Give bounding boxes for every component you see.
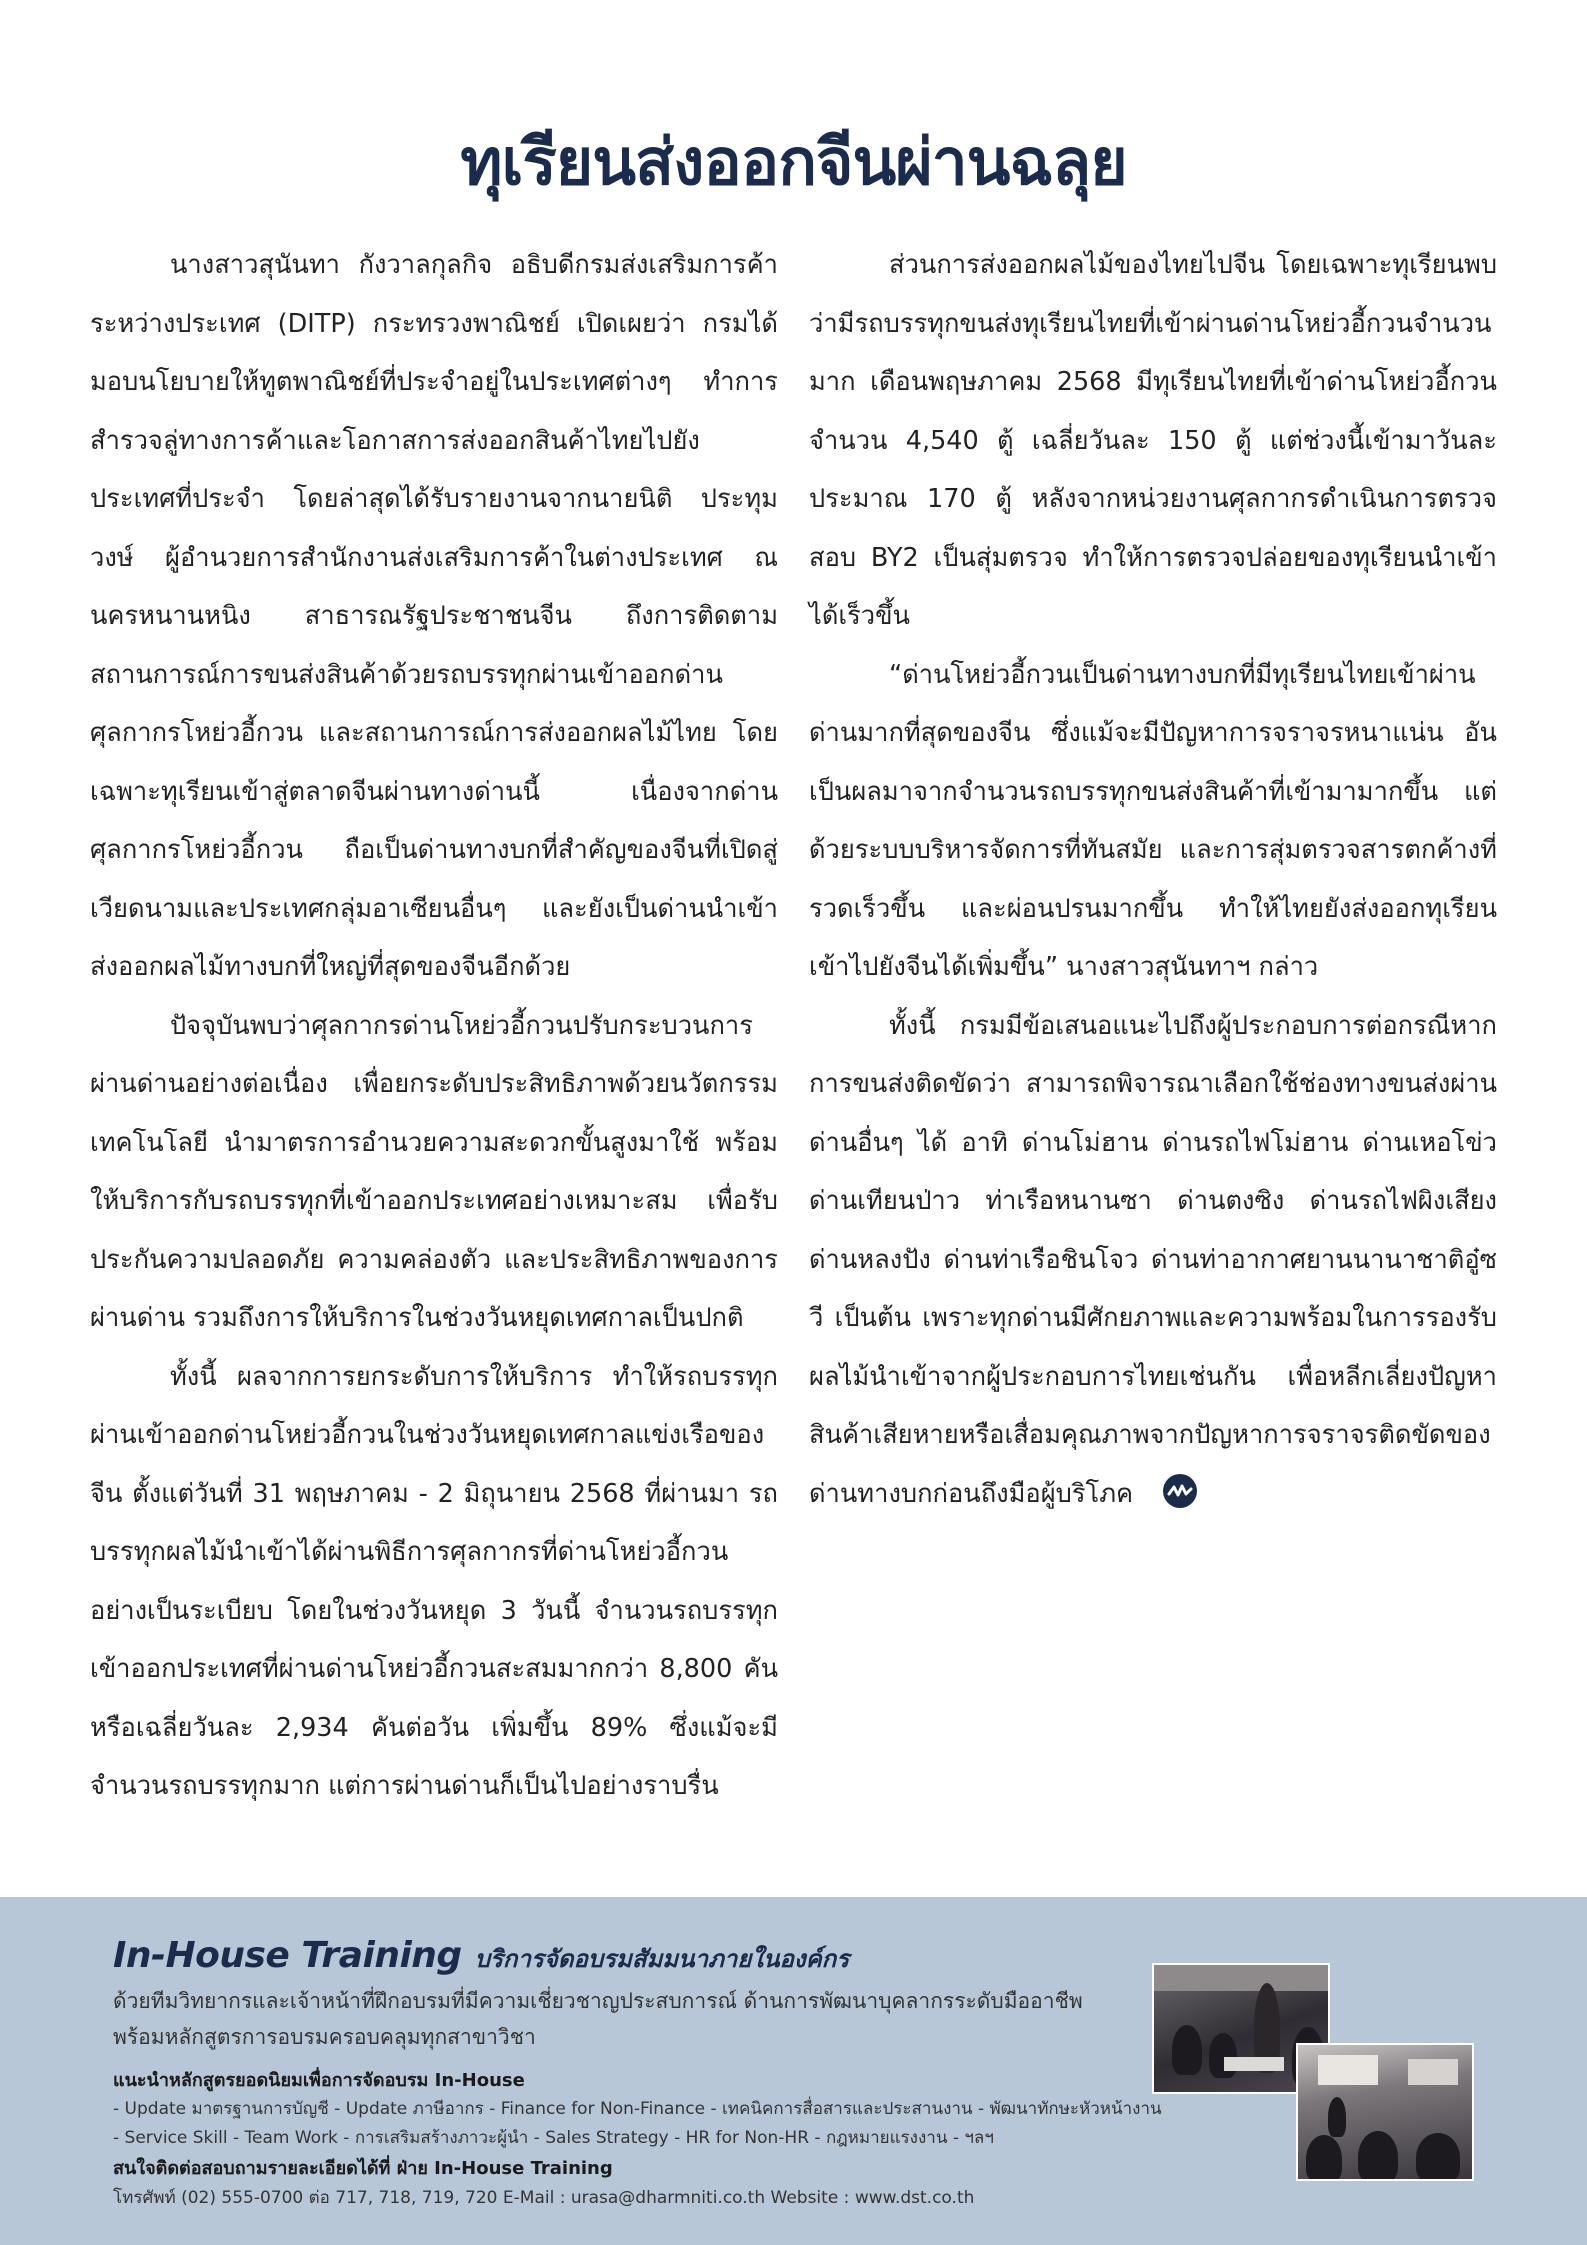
- article-paragraph: ปัจจุบันพบว่าศุลกากรด่านโหย่วอี้กวนปรับกระบวนการผ่านด่านอย่างต่อเนื่อง เพื่อยกระดับประสิทธิภาพด้วยนวัตกรรมเทคโนโลยี นำมาตรการอำนวยความสะดวกขั้นสูงมาใช้ พร้อมให้บริการกับรถบรรทุกที่เข้าออกประเทศอย่างเหมาะสม เพื่อรับประกันความปลอดภัย ความคล่องตัว และประสิทธิภาพของการผ่านด่าน รวมถึงการให้บริการในช่วงวันหยุดเทศกาลเป็นปกติ: [90, 1010, 778, 1333]
- ad-courses-line-2: - Service Skill - Team Work - การเสริมสร้างภาวะผู้นำ - Sales Strategy - HR for Non-HR - กฎหมายแรงงาน - ฯลฯ: [113, 2128, 994, 2148]
- article-title: ทุเรียนส่งออกจีนผ่านฉลุย: [460, 126, 1127, 200]
- wave-logo-icon: [1163, 1474, 1197, 1508]
- article-paragraph-text: ทั้งนี้ กรมมีข้อเสนอแนะไปถึงผู้ประกอบการต่อกรณีหากการขนส่งติดขัดว่า สามารถพิจารณาเลือกใช้ช่องทางขนส่งผ่านด่านอื่นๆ ได้ อาทิ ด่านโม่ฮาน ด่านรถไฟโม่ฮาน ด่านเหอโข่ว ด่านเทียนป่าว ท่าเรือหนานซา ด่านตงซิง ด่านรถไฟผิงเสียง ด่านหลงปัง ด่านท่าเรือชินโจว ด่านท่าอากาศยานนานาชาติอู๋ซวี เป็นต้น เพราะทุกด่านมีศักยภาพและความพร้อมในการรองรับผลไม้นำเข้าจากผู้ประกอบการไทยเช่นกัน เพื่อหลีกเลี่ยงปัญหาสินค้าเสียหายหรือเสื่อมคุณภาพจากปัญหาการจราจรติดขัดของด่านทางบกก่อนถึงมือผู้บริโภค: [809, 1010, 1497, 1509]
- ad-contact-heading: สนใจติดต่อสอบถามรายละเอียดได้ที่ ฝ่าย In-House Training: [113, 2158, 613, 2179]
- ad-contact-info: โทรศัพท์ (02) 555-0700 ต่อ 717, 718, 719, 720 E-Mail : urasa@dharmniti.co.th Website : www.dst.co.th: [113, 2188, 975, 2208]
- ad-heading: [113, 1935, 849, 1985]
- article-paragraph: ทั้งนี้ ผลจากการยกระดับการให้บริการ ทำให้รถบรรทุกผ่านเข้าออกด่านโหย่วอี้กวนในช่วงวันหยุดเทศกาลแข่งเรือของจีน ตั้งแต่วันที่ 31 พฤษภาคม - 2 มิถุนายน 2568 ที่ผ่านมา รถบรรทุกผลไม้นำเข้าได้ผ่านพิธีการศุลกากรที่ด่านโหย่วอี้กวนอย่างเป็นระเบียบ โดยในช่วงวันหยุด 3 วันนี้ จำนวนรถบรรทุกเข้าออกประเทศที่ผ่านด่านโหย่วอี้กวนสะสมมากกว่า 8,800 คัน หรือเฉลี่ยวันละ 2,934 คันต่อวัน เพิ่มขึ้น 89% ซึ่งแม้จะมีจำนวนรถบรรทุกมาก แต่การผ่านด่านก็เป็นไปอย่างราบรื่น: [90, 1361, 778, 1801]
- ad-courses-line-1: - Update มาตรฐานการบัญชี - Update ภาษีอากร - Finance for Non-Finance - เทคนิคการสื่อสารและประสานงาน - พัฒนาทักษะหัวหน้างาน: [113, 2099, 1162, 2119]
- ad-tagline: บริการจัดอบรมสัมมนาภายในองค์กร: [474, 1945, 850, 1973]
- ad-description-1: ด้วยทีมวิทยากรและเจ้าหน้าที่ฝึกอบรมที่มีความเชี่ยวชาญประสบการณ์ ด้านการพัฒนาบุคลากรระดับมืออาชีพ: [113, 1989, 1083, 2013]
- article-column-left: [90, 236, 778, 1816]
- ad-description-2: พร้อมหลักสูตรการอบรมครอบคลุมทุกสาขาวิชา: [113, 2025, 536, 2049]
- article-paragraph: นางสาวสุนันทา กังวาลกุลกิจ อธิบดีกรมส่งเสริมการค้าระหว่างประเทศ (DITP) กระทรวงพาณิชย์ เปิดเผยว่า กรมได้มอบนโยบายให้ทูตพาณิชย์ที่ประจำอยู่ในประเทศต่างๆ ทำการสำรวจลู่ทางการค้าและโอกาสการส่งออกสินค้าไทยไปยังประเทศที่ประจำ โดยล่าสุดได้รับรายงานจากนายนิติ ประทุมวงษ์ ผู้อำนวยการสำนักงานส่งเสริมการค้าในต่างประเทศ ณ นครหนานหนิง สาธารณรัฐประชาชนจีน ถึงการติดตามสถานการณ์การขนส่งสินค้าด้วยรถบรรทุกผ่านเข้าออกด่านศุลกากรโหย่วอี้กวน และสถานการณ์การส่งออกผลไม้ไทย โดยเฉพาะทุเรียนเข้าสู่ตลาดจีนผ่านทางด่านนี้ เนื่องจากด่านศุลกากรโหย่วอี้กวน ถือเป็นด่านทางบกที่สำคัญของจีนที่เปิดสู่เวียดนามและประเทศกลุ่มอาเซียนอื่นๆ และยังเป็นด่านนำเข้าส่งออกผลไม้ทางบกที่ใหญ่ที่สุดของจีนอีกด้วย: [90, 250, 778, 982]
- ad-brand: In-House Training: [113, 1935, 462, 1976]
- article-column-right: [809, 236, 1497, 1523]
- article-paragraph-last: [809, 997, 1497, 1524]
- training-photo-2: [1296, 2043, 1474, 2181]
- ad-courses-heading: แนะนำหลักสูตรยอดนิยมเพื่อการจัดอบรม In-House: [113, 2070, 525, 2091]
- article-paragraph: “ด่านโหย่วอี้กวนเป็นด่านทางบกที่มีทุเรียนไทยเข้าผ่านด่านมากที่สุดของจีน ซึ่งแม้จะมีปัญหาการจราจรหนาแน่น อันเป็นผลมาจากจำนวนรถบรรทุกขนส่งสินค้าที่เข้ามามากขึ้น แต่ด้วยระบบบริหารจัดการที่ทันสมัย และการสุ่มตรวจสารตกค้างที่รวดเร็วขึ้น และผ่อนปรนมากขึ้น ทำให้ไทยยังส่งออกทุเรียนเข้าไปยังจีนได้เพิ่มขึ้น” นางสาวสุนันทาฯ กล่าว: [809, 659, 1497, 982]
- article-paragraph: ส่วนการส่งออกผลไม้ของไทยไปจีน โดยเฉพาะทุเรียนพบว่ามีรถบรรทุกขนส่งทุเรียนไทยที่เข้าผ่านด่านโหย่วอี้กวนจำนวนมาก เดือนพฤษภาคม 2568 มีทุเรียนไทยที่เข้าด่านโหย่วอี้กวนจำนวน 4,540 ตู้ เฉลี่ยวันละ 150 ตู้ แต่ช่วงนี้เข้ามาวันละประมาณ 170 ตู้ หลังจากหน่วยงานศุลกากรดำเนินการตรวจสอบ BY2 เป็นสุ่มตรวจ ทำให้การตรวจปล่อยของทุเรียนนำเข้าได้เร็วขึ้น: [809, 250, 1497, 631]
